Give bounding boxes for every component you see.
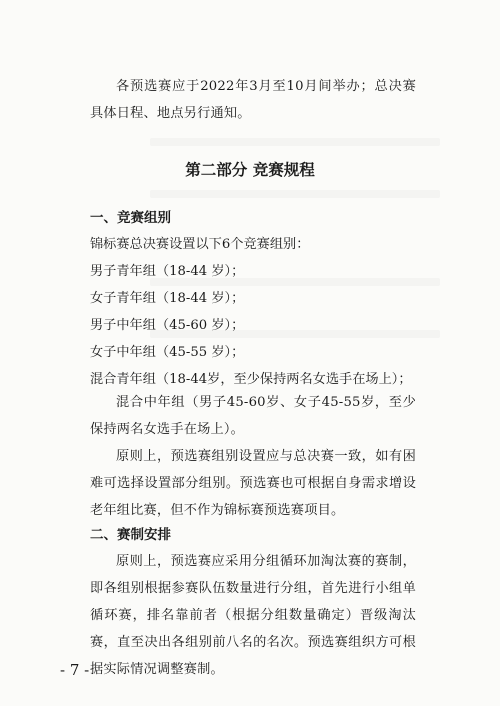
intro-paragraph: 各预选赛应于2022年3月至10月间举办；总决赛具体日程、地点另行通知。	[90, 79, 416, 121]
groups-principle-paragraph: 原则上，预选赛组别设置应与总决赛一致，如有困难可选择设置部分组别。预选赛也可根据自身需求增设老年组比赛，但不作为锦标赛预选赛项目。	[90, 449, 416, 518]
groups-lead-text: 锦标赛总决赛设置以下6个竞赛组别：	[90, 237, 310, 252]
group-item: 男子中年组（45-60 岁）；	[90, 318, 245, 333]
group-item: 男子青年组（18-44 岁）；	[90, 264, 245, 279]
bleed-through-mark	[150, 190, 440, 198]
mixed-middle-group-paragraph: 混合中年组（男子45-60岁、女子45-55岁，至少保持两名女选手在场上）。	[90, 395, 416, 437]
format-principle-paragraph: 原则上，预选赛应采用分组循环加淘汰赛的赛制，即各组别根据参赛队伍数量进行分组，首先进行小组单循环赛，排名靠前者（根据分组数量确定）晋级淘汰赛，直至决出各组别前八名的名次。预选赛组织方可根据实际情况调整赛制。	[90, 554, 416, 677]
part-title: 第二部分 竞赛规程	[185, 161, 315, 179]
group-item: 混合青年组（18-44岁，至少保持两名女选手在场上）；	[90, 372, 412, 387]
group-item: 女子青年组（18-44 岁）；	[90, 291, 245, 306]
section-heading-groups: 一、竞赛组别	[90, 210, 171, 226]
bleed-through-mark	[150, 138, 440, 146]
section-heading-format: 二、赛制安排	[90, 527, 171, 543]
group-item: 女子中年组（45-55 岁）；	[90, 345, 245, 360]
page-number: - 7 -	[60, 661, 90, 679]
